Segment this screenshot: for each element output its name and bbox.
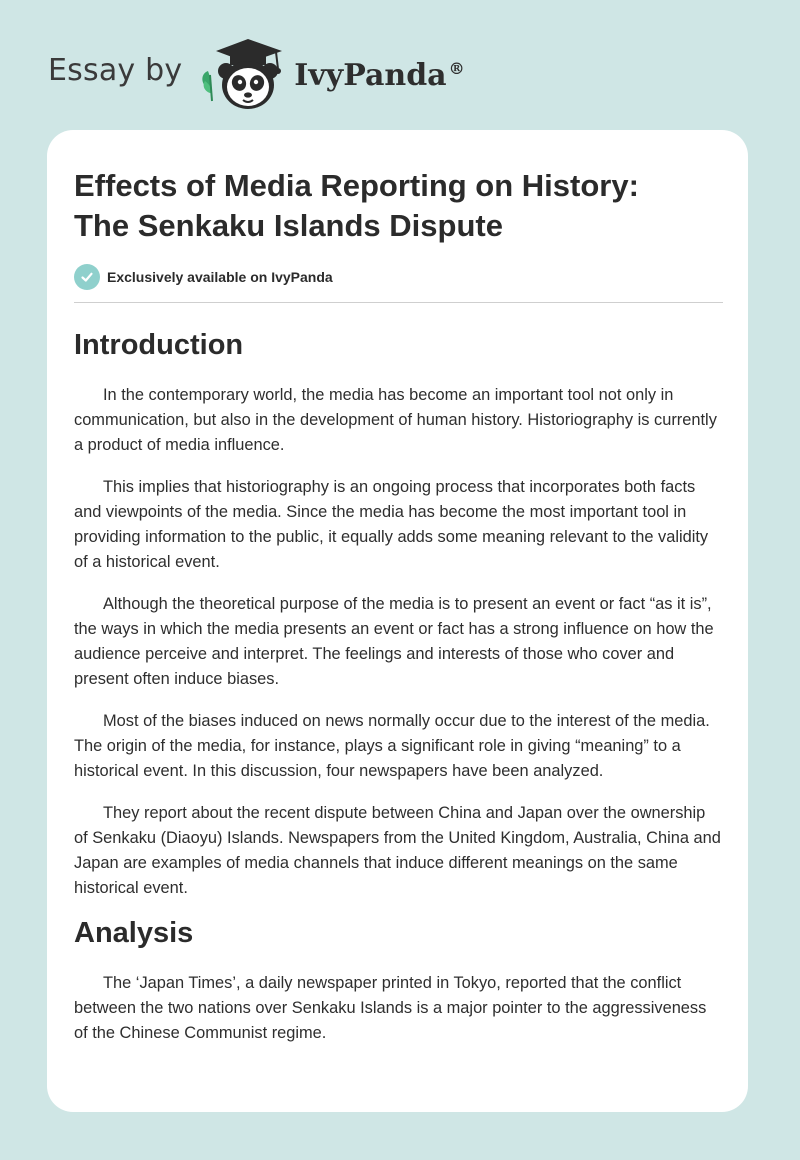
panda-logo-icon [196, 35, 288, 113]
paragraph: Although the theoretical purpose of the media is to present an event or fact “as it is”, the ways in which the media presents an event or fact has a strong influence on how the audience perceive and interpret. The feelings and interests of those who cover and present often induce biases. [74, 595, 714, 688]
section-heading-analysis: Analysis [74, 917, 194, 949]
site-logo[interactable] [48, 34, 465, 114]
article-card [47, 130, 748, 1112]
check-icon [74, 264, 100, 290]
paragraph: The ‘Japan Times’, a daily newspaper printed in Tokyo, reported that the conflict between the two nations over Senkaku Islands is a major pointer to the aggressiveness of the Chinese Communist regime. [74, 974, 707, 1042]
article-title [74, 166, 722, 246]
paragraph: In the contemporary world, the media has become an important tool not only in communication, but also in the development of human history. Historiography is currently a product of media influence. [74, 386, 717, 454]
divider [74, 302, 723, 303]
brand-name: IvyPanda ® [294, 57, 465, 93]
title-line-1: Effects of Media Reporting on History: [74, 168, 639, 203]
paragraph: Most of the biases induced on news normally occur due to the interest of the media. The origin of the media, for instance, plays a significant role in giving “meaning” to a historical event. In this discussion, four newspapers have been analyzed. [74, 712, 710, 780]
section-heading-introduction: Introduction [74, 329, 244, 361]
title-line-2: The Senkaku Islands Dispute [74, 208, 503, 243]
paragraph: They report about the recent dispute between China and Japan over the ownership of Senkaku (Diaoyu) Islands. Newspapers from the United Kingdom, Australia, China and Japan are examples of media channels that induce different meanings on the same historical event. [74, 804, 721, 897]
exclusive-badge-text: Exclusively available on IvyPanda [107, 269, 333, 285]
exclusive-badge [74, 263, 722, 291]
paragraph: This implies that historiography is an ongoing process that incorporates both facts and viewpoints of the media. Since the media has become the most important tool in providing information to the public, it equally adds some meaning relevant to the validity of a historical event. [74, 478, 709, 571]
article-content [74, 166, 722, 1046]
brand-prefix: Essay by [48, 52, 183, 88]
